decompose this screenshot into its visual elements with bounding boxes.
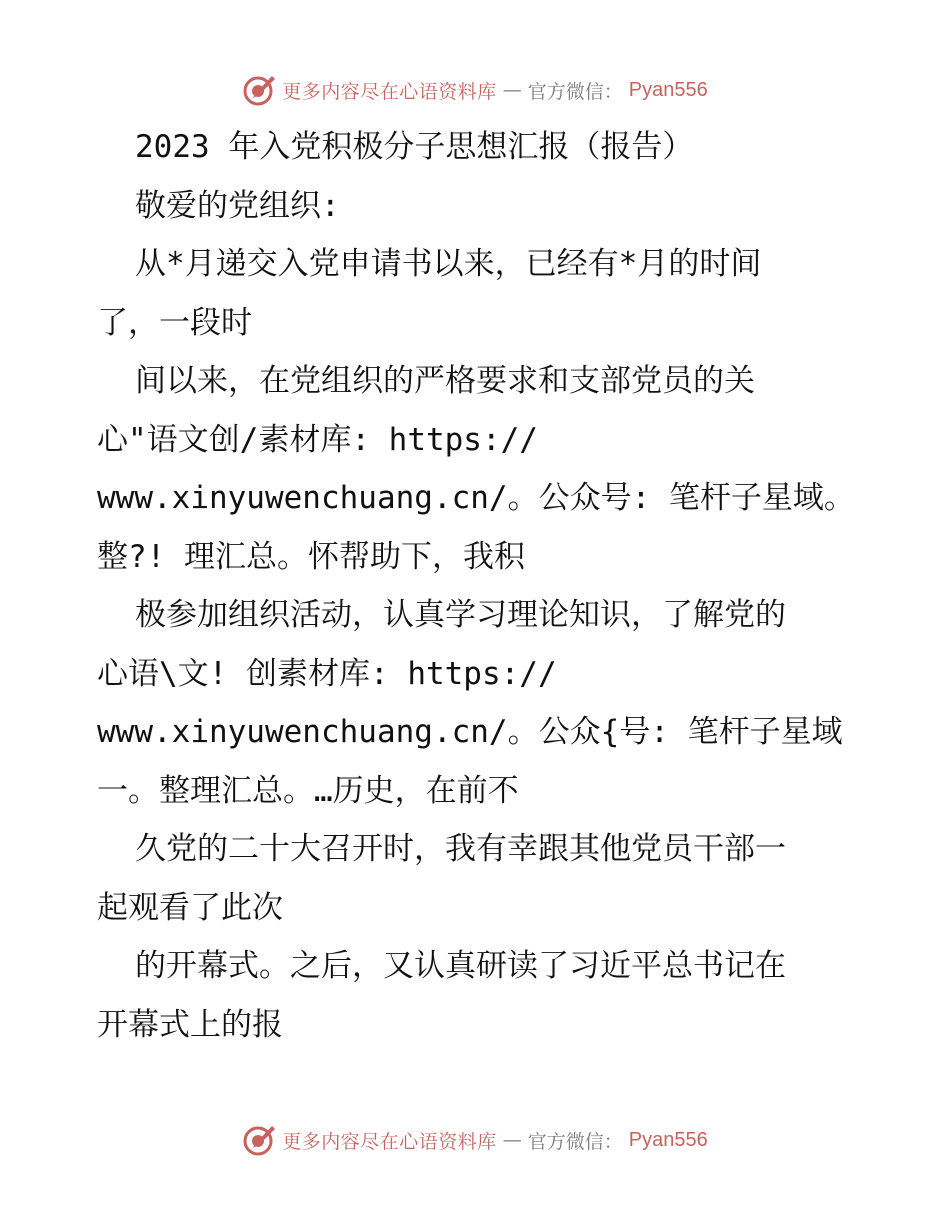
header-banner (0, 70, 950, 110)
paragraph-line: 间以来，在党组织的严格要求和支部党员的关 (135, 363, 755, 399)
paragraph-line: www.xinyuwenchuang.cn/。公众{号: 笔杆子星域 (97, 714, 843, 750)
paragraph-line: 心"语文创/素材库: https:// (97, 421, 538, 458)
paragraph-line: 起观看了此次 (97, 889, 283, 926)
paragraph-line: 整?! 理汇总。怀帮助下，我积 (97, 538, 525, 575)
paragraph-line: 的开幕式。之后，又认真研读了习近平总书记在 (135, 948, 786, 984)
paragraph-line: 久党的二十大召开时，我有幸跟其他党员干部一 (135, 831, 786, 867)
document-body (97, 118, 857, 1054)
paragraph-line: 了，一段时 (97, 304, 252, 341)
paragraph-line: 心语\文! 创素材库: https:// (97, 655, 557, 692)
header-banner-text: 更多内容尽在心语资料库 (282, 80, 497, 103)
paragraph-line: 从*月递交入党申请书以来，已经有*月的时间 (135, 246, 762, 282)
salutation: 敬爱的党组织: (135, 187, 340, 224)
paragraph-line: 一。整理汇总。…历史，在前不 (97, 772, 519, 809)
document-title: 2023 年入党积极分子思想汇报（报告） (135, 129, 694, 165)
paragraph-line: 开幕式上的报 (97, 1006, 283, 1043)
footer-wechat-id: Pyan556 (628, 1128, 708, 1151)
header-wechat-id: Pyan556 (628, 78, 708, 101)
header-wechat-label: 官方微信： (527, 80, 623, 103)
footer-banner-separator: — (502, 1129, 522, 1151)
pen-logo-icon (242, 73, 276, 107)
footer-banner-text: 更多内容尽在心语资料库 (282, 1130, 497, 1153)
footer-banner (0, 1120, 950, 1160)
footer-wechat-label: 官方微信： (527, 1130, 623, 1153)
paragraph-line: www.xinyuwenchuang.cn/。公众号: 笔杆子星域。 (97, 480, 855, 516)
paragraph-line: 极参加组织活动，认真学习理论知识，了解党的 (135, 597, 786, 633)
pen-logo-icon (242, 1123, 276, 1157)
header-banner-separator: — (502, 79, 522, 101)
